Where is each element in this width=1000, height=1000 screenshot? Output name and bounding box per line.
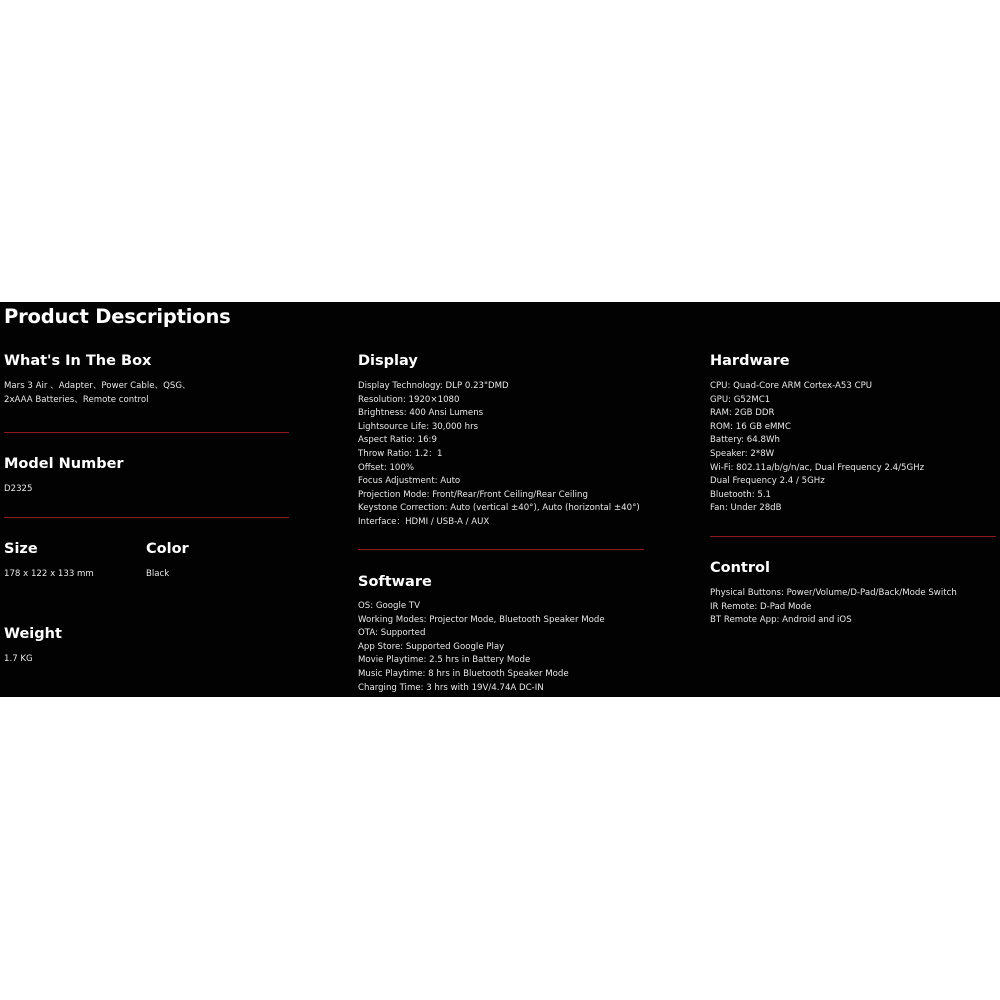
spec-item: Bluetooth: 5.1	[710, 489, 772, 500]
spec-item: App Store: Supported Google Play	[358, 641, 505, 652]
spec-item: Offset: 100%	[358, 462, 415, 473]
software-spec-list	[358, 600, 605, 695]
spec-item: Resolution: 1920×1080	[358, 394, 460, 405]
spec-item: Projection Mode: Front/Rear/Front Ceiling/Rear Ceiling	[358, 489, 588, 500]
spec-item: Music Playtime: 8 hrs in Bluetooth Speaker Mode	[358, 668, 569, 679]
control-spec-list	[710, 587, 957, 628]
weight-value: 1.7 KG	[4, 654, 33, 664]
hardware-heading: Hardware	[710, 353, 790, 369]
spec-item: Dual Frequency 2.4 / 5GHz	[710, 476, 825, 487]
spec-item: Working Modes: Projector Mode, Bluetooth Speaker Mode	[358, 614, 605, 625]
color-value: Black	[146, 569, 170, 579]
box-contents-list	[4, 380, 191, 407]
spec-item: Fan: Under 28dB	[710, 503, 782, 514]
box-heading: What's In The Box	[4, 353, 152, 369]
divider	[710, 536, 996, 537]
model-value: D2325	[4, 484, 33, 494]
spec-item: Throw Ratio: 1.2：1	[358, 448, 443, 459]
spec-item: GPU: G52MC1	[710, 394, 771, 405]
spec-item: Speaker: 2*8W	[710, 448, 775, 459]
spec-item: BT Remote App: Android and iOS	[710, 615, 852, 626]
color-heading: Color	[146, 541, 189, 557]
spec-item: Wi-Fi: 802.11a/b/g/n/ac, Dual Frequency 2.4/5GHz	[710, 462, 925, 473]
box-line: Mars 3 Air 、Adapter、Power Cable、QSG、	[4, 381, 191, 391]
spec-item: OTA: Supported	[358, 628, 426, 639]
box-line: 2xAAA Batteries、Remote control	[4, 394, 149, 405]
spec-item: Movie Playtime: 2.5 hrs in Battery Mode	[358, 655, 531, 666]
divider	[4, 432, 289, 433]
weight-heading: Weight	[4, 626, 62, 642]
spec-item: Focus Adjustment: Auto	[358, 476, 461, 487]
divider	[358, 549, 644, 550]
spec-item: IR Remote: D-Pad Mode	[710, 601, 812, 612]
model-heading: Model Number	[4, 456, 124, 472]
display-heading: Display	[358, 353, 418, 369]
divider	[4, 517, 289, 518]
spec-item: Aspect Ratio: 16:9	[358, 435, 437, 446]
hardware-spec-list	[710, 380, 924, 516]
spec-item: Battery: 64.8Wh	[710, 435, 780, 446]
spec-item: Lightsource Life: 30,000 hrs	[358, 421, 479, 432]
spec-item: Display Technology: DLP 0.23"DMD	[358, 381, 509, 391]
display-spec-list	[358, 380, 640, 530]
spec-item: Interface：HDMI / USB-A / AUX	[358, 516, 490, 527]
spec-item: Brightness: 400 Ansi Lumens	[358, 408, 484, 419]
size-heading: Size	[4, 541, 38, 557]
spec-item: ROM: 16 GB eMMC	[710, 421, 791, 432]
spec-item: OS: Google TV	[358, 601, 421, 611]
size-value: 178 x 122 x 133 mm	[4, 569, 94, 579]
software-heading: Software	[358, 574, 432, 590]
spec-item: Keystone Correction: Auto (vertical ±40°), Auto (horizontal ±40°)	[358, 503, 640, 514]
spec-item: CPU: Quad-Core ARM Cortex-A53 CPU	[710, 381, 873, 391]
spec-item: RAM: 2GB DDR	[710, 408, 775, 419]
product-descriptions-panel	[0, 302, 1000, 697]
control-heading: Control	[710, 560, 770, 576]
spec-item: Physical Buttons: Power/Volume/D-Pad/Back/Mode Switch	[710, 588, 957, 598]
page-title: Product Descriptions	[4, 305, 231, 328]
spec-item: Charging Time: 3 hrs with 19V/4.74A DC-IN	[358, 682, 544, 693]
